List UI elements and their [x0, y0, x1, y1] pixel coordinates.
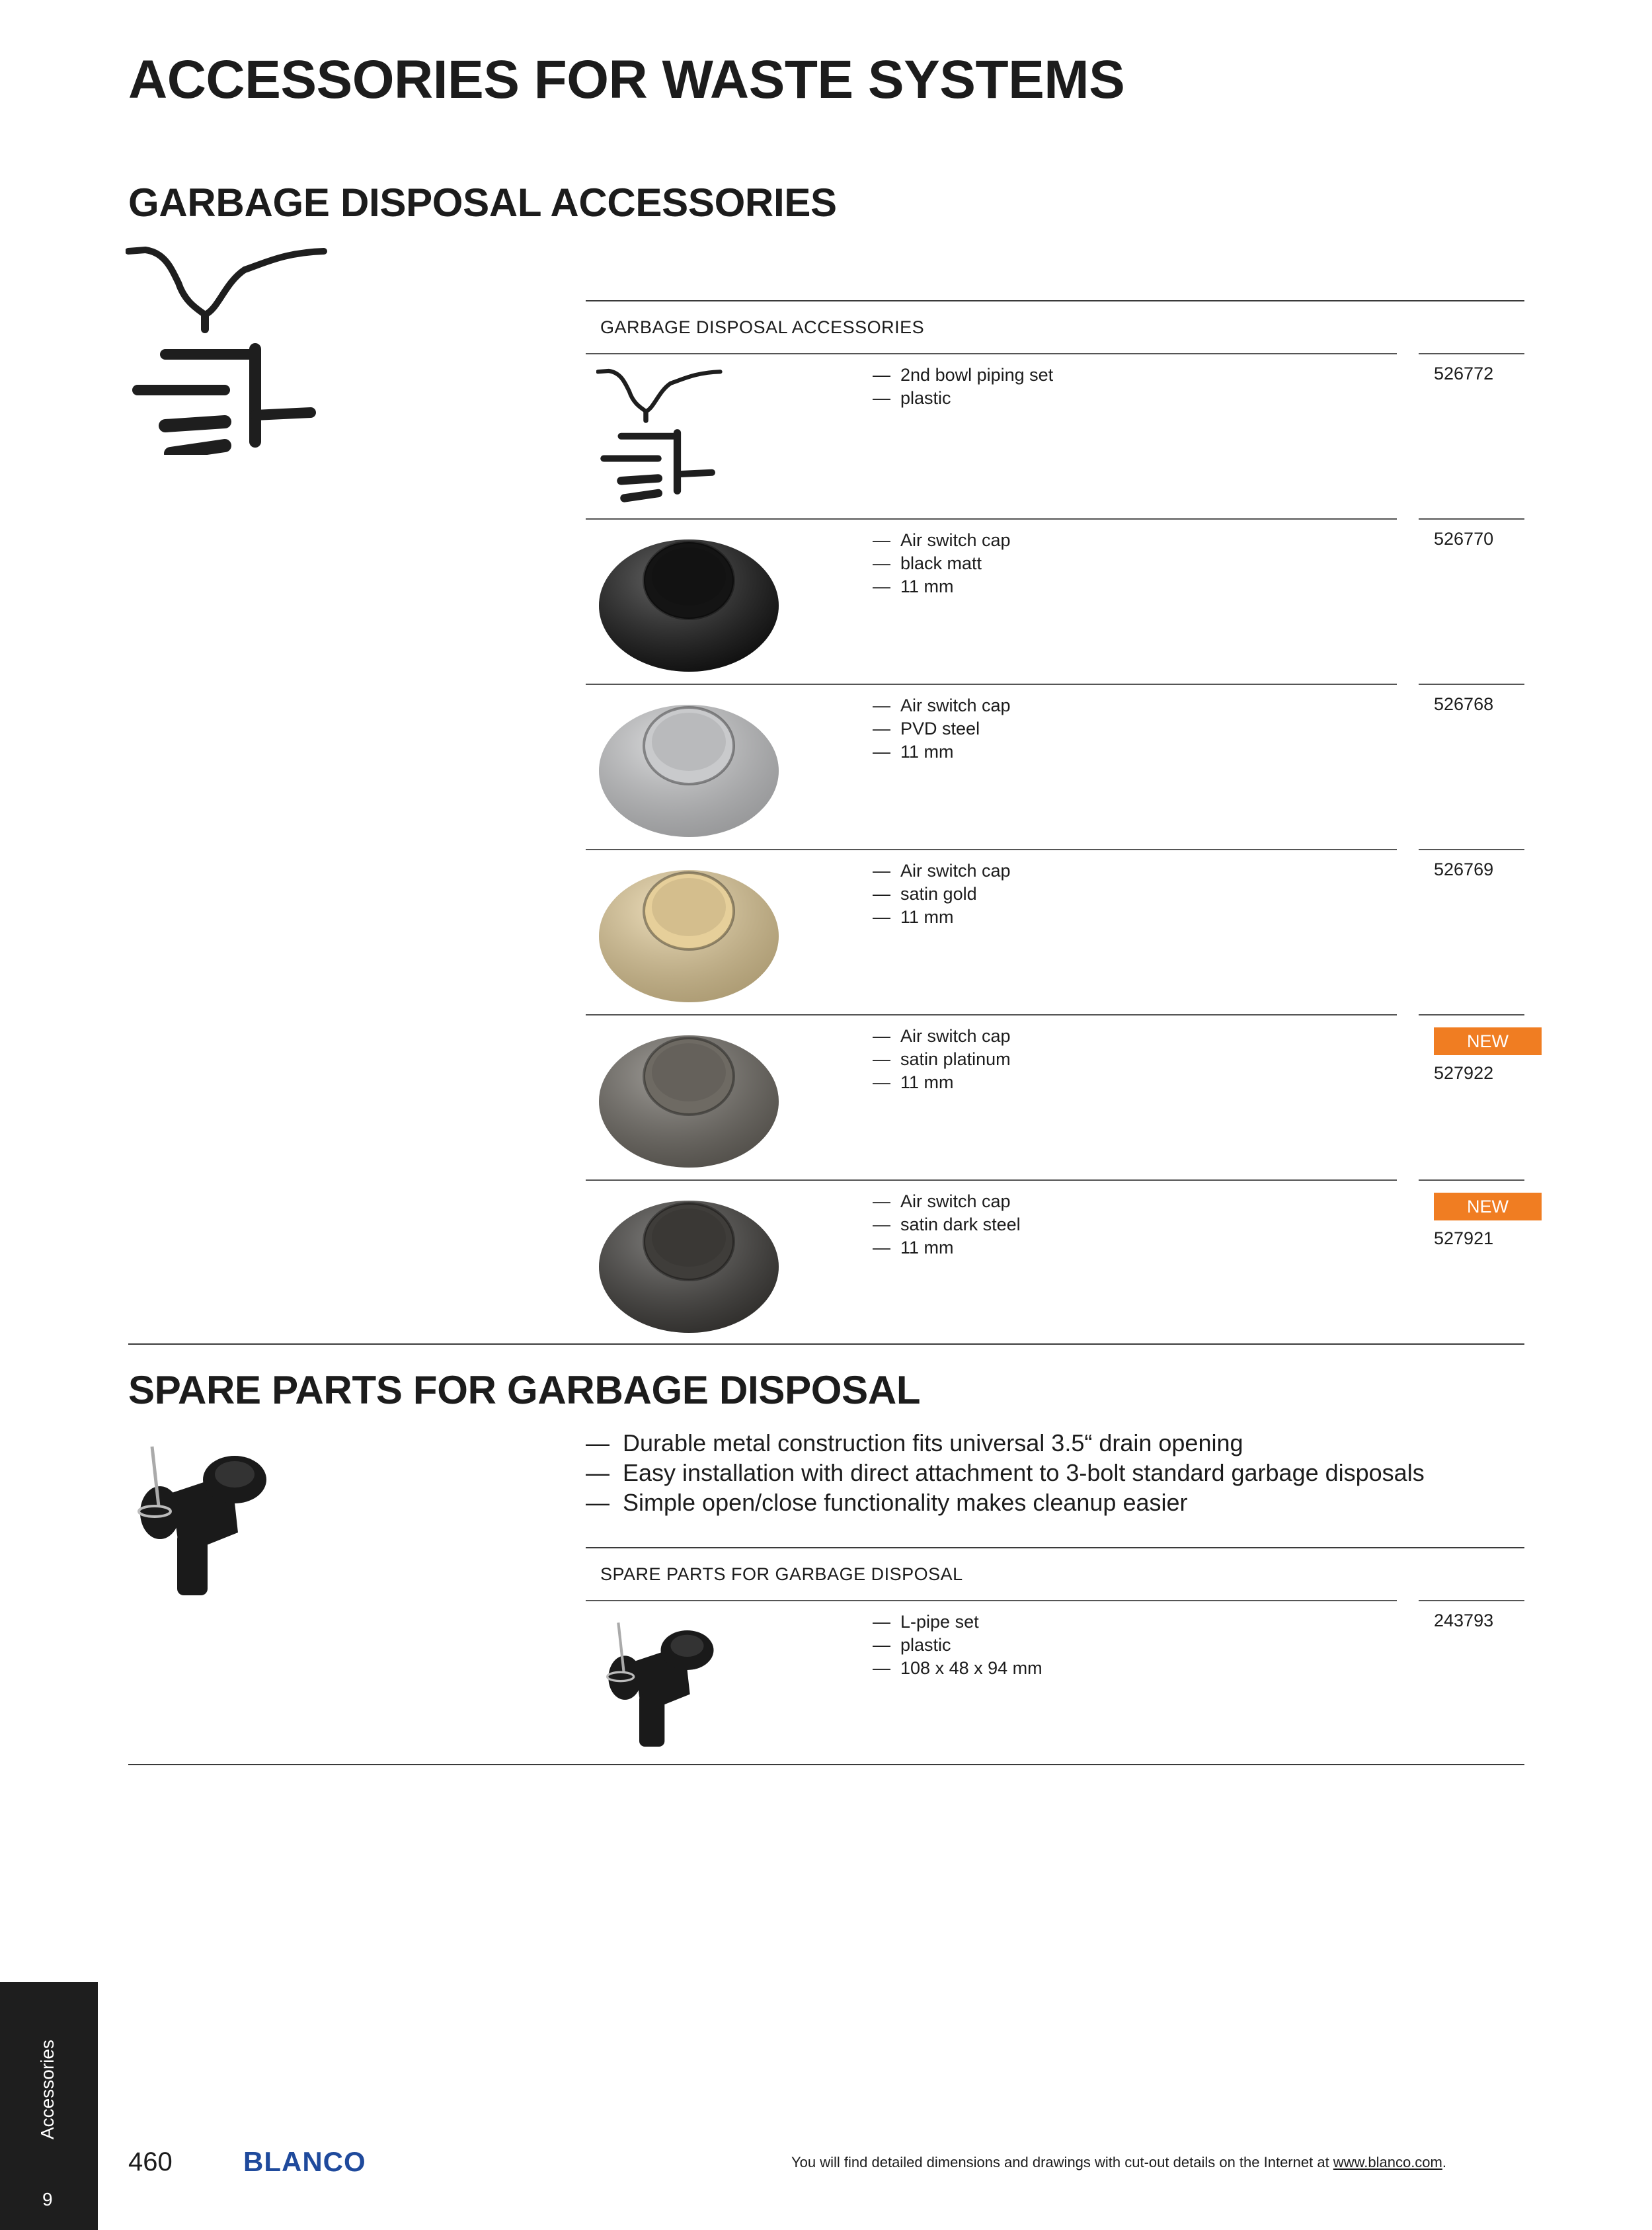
- footer-text: You will find detailed dimensions and drawings with cut-out details on the Internet at: [791, 2154, 1333, 2170]
- description-line: — 11 mm: [873, 906, 1011, 929]
- article-number: 526769: [1434, 859, 1494, 879]
- description-line: — Air switch cap: [873, 694, 1011, 717]
- piping-set-image: [596, 361, 728, 513]
- description-line: — 11 mm: [873, 575, 1011, 598]
- new-badge: NEW: [1434, 1193, 1542, 1220]
- table-row: [586, 1179, 1524, 1345]
- brand-logo: BLANCO: [243, 2146, 366, 2177]
- article-number: 243793: [1434, 1611, 1494, 1630]
- description-line: — 108 x 48 x 94 mm: [873, 1657, 1042, 1680]
- table-row: [586, 518, 1524, 684]
- footer-end: .: [1442, 2154, 1446, 2170]
- description-line: — black matt: [873, 552, 1011, 575]
- table-top-rule: [586, 300, 1524, 301]
- description-line: — Air switch cap: [873, 529, 1011, 552]
- table-top-rule: [586, 1547, 1524, 1548]
- description-line: — 11 mm: [873, 1071, 1011, 1094]
- page-title: ACCESSORIES FOR WASTE SYSTEMS: [128, 50, 1125, 110]
- product-image: [596, 361, 781, 512]
- description-line: — L-pipe set: [873, 1611, 1042, 1634]
- product-description: [873, 1190, 1021, 1259]
- table-bottom-rule: [128, 1764, 1524, 1765]
- row-rule: [586, 1600, 1397, 1601]
- row-rule-artno: [1419, 518, 1524, 520]
- section-divider: [128, 1343, 1524, 1345]
- chapter-tab: [0, 1982, 98, 2230]
- description-line: — Air switch cap: [873, 1025, 1011, 1048]
- table-caption-garbage-disposal: GARBAGE DISPOSAL ACCESSORIES: [600, 317, 925, 337]
- product-image: [596, 1608, 781, 1759]
- product-description: [873, 694, 1011, 764]
- row-rule-artno: [1419, 1179, 1524, 1181]
- article-number: 526770: [1434, 529, 1494, 549]
- chapter-label: Accessories: [37, 2040, 58, 2139]
- l-pipe-set-image: [596, 1608, 728, 1759]
- table-row: [586, 353, 1524, 518]
- description-line: — satin platinum: [873, 1048, 1011, 1071]
- piping-set-hero-image: [126, 243, 337, 455]
- feature-item: — Simple open/close functionality makes cleanup easier: [586, 1488, 1425, 1517]
- description-line: — Air switch cap: [873, 859, 1011, 883]
- description-line: — 11 mm: [873, 740, 1011, 764]
- product-description: [873, 1611, 1042, 1680]
- product-image: [596, 857, 781, 1008]
- row-rule: [586, 849, 1397, 850]
- air-switch-cap-image: [596, 526, 781, 677]
- row-rule: [586, 684, 1397, 685]
- row-rule-artno: [1419, 849, 1524, 850]
- product-description: [873, 859, 1011, 929]
- page-number: 460: [128, 2147, 173, 2176]
- article-number: 527922: [1434, 1063, 1494, 1083]
- air-switch-cap-image: [596, 1187, 781, 1338]
- table-row: [586, 1600, 1524, 1765]
- footer-link[interactable]: www.blanco.com: [1333, 2154, 1442, 2170]
- description-line: — Air switch cap: [873, 1190, 1021, 1213]
- product-image: [596, 1022, 781, 1173]
- new-badge: NEW: [1434, 1027, 1542, 1055]
- description-line: — 2nd bowl piping set: [873, 364, 1053, 387]
- feature-item: — Easy installation with direct attachment to 3-bolt standard garbage disposals: [586, 1458, 1425, 1488]
- chapter-number: 9: [42, 2189, 53, 2210]
- description-line: — satin gold: [873, 883, 1011, 906]
- row-rule-artno: [1419, 1014, 1524, 1015]
- row-rule: [586, 1179, 1397, 1181]
- table-row: [586, 684, 1524, 849]
- row-rule: [586, 1014, 1397, 1015]
- section-heading-spare-parts: SPARE PARTS FOR GARBAGE DISPOSAL: [128, 1368, 921, 1412]
- row-rule: [586, 353, 1397, 354]
- row-rule-artno: [1419, 684, 1524, 685]
- table-row: [586, 1014, 1524, 1179]
- article-number: 526768: [1434, 694, 1494, 714]
- air-switch-cap-image: [596, 857, 781, 1008]
- row-rule-artno: [1419, 1600, 1524, 1601]
- article-number: 526772: [1434, 364, 1494, 383]
- description-line: — plastic: [873, 1634, 1042, 1657]
- description-line: — PVD steel: [873, 717, 1011, 740]
- description-line: — satin dark steel: [873, 1213, 1021, 1236]
- table-row: [586, 849, 1524, 1014]
- article-number: 527921: [1434, 1228, 1494, 1248]
- table-caption-spare-parts: SPARE PARTS FOR GARBAGE DISPOSAL: [600, 1564, 963, 1584]
- product-image: [596, 692, 781, 842]
- description-line: — 11 mm: [873, 1236, 1021, 1259]
- row-rule: [586, 518, 1397, 520]
- product-description: [873, 364, 1053, 410]
- section-heading-garbage-disposal: GARBAGE DISPOSAL ACCESSORIES: [128, 180, 837, 225]
- description-line: — plastic: [873, 387, 1053, 410]
- spare-parts-features: [586, 1428, 1425, 1517]
- footer-note: [791, 2154, 1446, 2171]
- air-switch-cap-image: [596, 1022, 781, 1173]
- l-pipe-hero-image: [126, 1433, 284, 1605]
- product-image: [596, 526, 781, 677]
- product-description: [873, 529, 1011, 598]
- product-description: [873, 1025, 1011, 1094]
- feature-item: — Durable metal construction fits universal 3.5“ drain opening: [586, 1428, 1425, 1458]
- row-rule-artno: [1419, 353, 1524, 354]
- air-switch-cap-image: [596, 692, 781, 842]
- product-image: [596, 1187, 781, 1338]
